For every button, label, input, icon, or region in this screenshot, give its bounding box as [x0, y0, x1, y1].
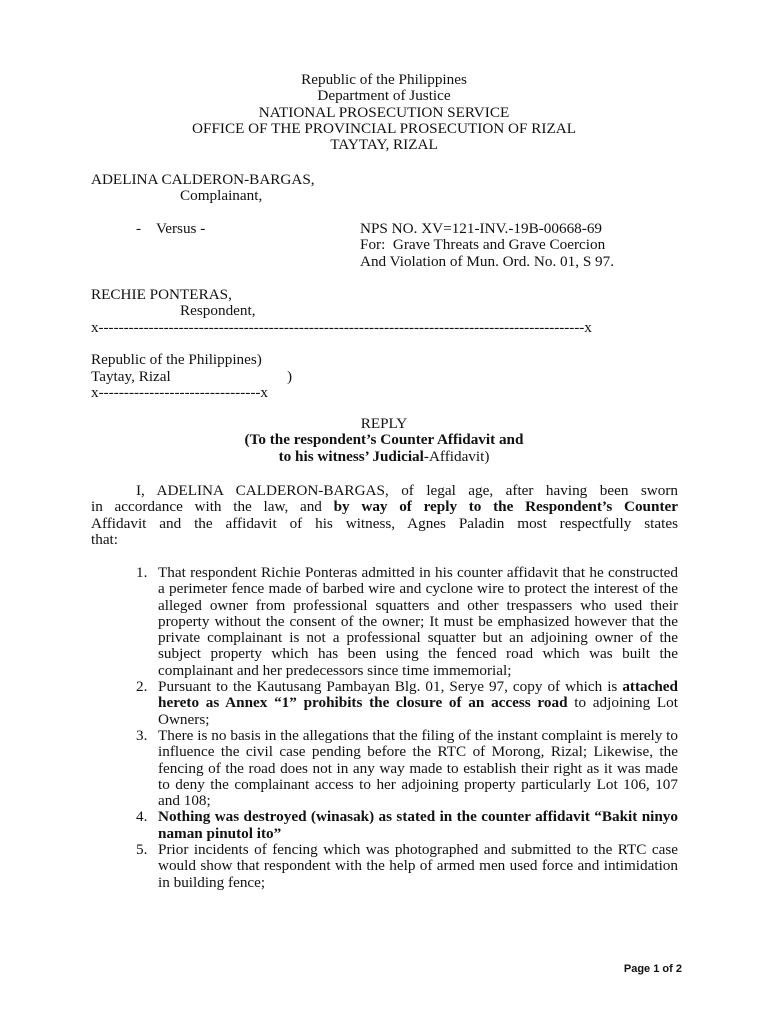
list-item-text-end: to adjoining Lot Owners; — [158, 694, 678, 728]
intro-line-2 — [91, 499, 678, 515]
document-header — [0, 72, 768, 153]
list-item-text: Nothing was destroyed (winasak) as stated in the counter affidavit “Bakit ninyo naman pinutol ito” — [158, 808, 678, 842]
list-item — [128, 728, 678, 809]
list-item-text-start: Pursuant to the Kautusang Pambayan Blg. 01, Serye 97, copy of which is — [158, 678, 623, 696]
page-footer — [624, 961, 682, 977]
numbered-list — [128, 565, 678, 891]
reply-subtitle-2-bold: to his witness’ Judicial — [278, 447, 424, 465]
caption-separator: x-------------------------------------------------------------------------------------------------x — [91, 319, 592, 336]
intro-line-3: Affidavit and the affidavit of his witness, Agnes Paladin most respectfully states — [91, 515, 678, 532]
venue-location: Taytay, Rizal — [91, 368, 171, 385]
list-item-text-bold: attached hereto as Annex “1” prohibits the closure of an access road — [158, 678, 678, 712]
list-item-text: Prior incidents of fencing which was photographed and submitted to the RTC case would show that respondent with the help of armed men used force and intimidation in building fence; — [158, 841, 678, 891]
reply-subtitle-2 — [0, 449, 768, 465]
header-office: OFFICE OF THE PROVINCIAL PROSECUTION OF RIZAL — [192, 119, 576, 137]
reply-title: REPLY — [360, 415, 408, 432]
page-total: 2 — [675, 963, 682, 975]
header-department: Department of Justice — [317, 87, 451, 105]
reply-subtitle-2-rest: -Affidavit) — [423, 447, 490, 465]
list-item-number: 5. — [136, 841, 148, 859]
list-item-text: There is no basis in the allegations that the filing of the instant complaint is merely to influence the civil case pending before the RTC of Morong, Rizal; Likewise, the fencing of the road does not in any way made to establish their right as it was made to deny the complainant access to her adjoining property particularly Lot 106, 107 and 108; — [158, 726, 678, 810]
respondent-name: RECHIE PONTERAS, — [91, 286, 232, 303]
complainant-role: Complainant, — [180, 187, 263, 204]
venue-paren: ) — [287, 368, 293, 385]
page-number: 1 — [653, 963, 660, 975]
intro-line-2-bold: by way of reply to the Respondent’s Counter — [333, 498, 678, 515]
reply-title-block — [0, 416, 768, 465]
list-item — [128, 679, 678, 728]
list-item — [128, 565, 678, 679]
intro-line-4: that: — [91, 531, 118, 548]
list-item-number: 1. — [136, 564, 148, 581]
respondent-role: Respondent, — [180, 302, 256, 319]
venue-republic: Republic of the Philippines) — [91, 351, 262, 368]
page-label: Page — [623, 963, 651, 975]
case-number: NPS NO. XV=121-INV.-19B-00668-69 — [360, 220, 603, 237]
header-service: NATIONAL PROSECUTION SERVICE — [258, 103, 510, 121]
reply-subtitle-1: (To the respondent’s Counter Affidavit and — [244, 431, 524, 449]
venue-separator: x--------------------------------x — [91, 384, 269, 401]
page-of-label: of — [662, 963, 673, 975]
list-item-text — [158, 679, 678, 728]
list-item-number: 3. — [136, 726, 148, 744]
header-republic: Republic of the Philippines — [301, 71, 467, 88]
versus-label: - Versus - — [136, 220, 206, 237]
intro-line-1: I, ADELINA CALDERON-BARGAS, of legal age, after having been sworn — [136, 482, 678, 499]
case-charge-continued: And Violation of Mun. Ord. No. 01, S 97. — [360, 253, 615, 270]
list-item-number: 4. — [136, 808, 148, 826]
header-location: TAYTAY, RIZAL — [330, 136, 438, 154]
list-item — [128, 809, 678, 842]
list-item-text: That respondent Richie Ponteras admitted in his counter affidavit that he constructed a perimeter fence made of barbed wire and cyclone wire to protect the interest of the alleged owner from professional squatters and other trespassers who used their property without the consent of the owner; It must be emphasized however that the private complainant is not a professional squatter but an adjoining owner of the subject property which has been using the fenced road which was built the complainant and her predecessors since time immemorial; — [158, 564, 678, 679]
list-item-number: 2. — [136, 678, 148, 696]
complainant-name: ADELINA CALDERON-BARGAS, — [91, 171, 315, 188]
list-item — [128, 842, 678, 891]
intro-line-2-start: in accordance with the law, and — [91, 498, 334, 515]
case-charge: For: Grave Threats and Grave Coercion — [360, 236, 606, 253]
